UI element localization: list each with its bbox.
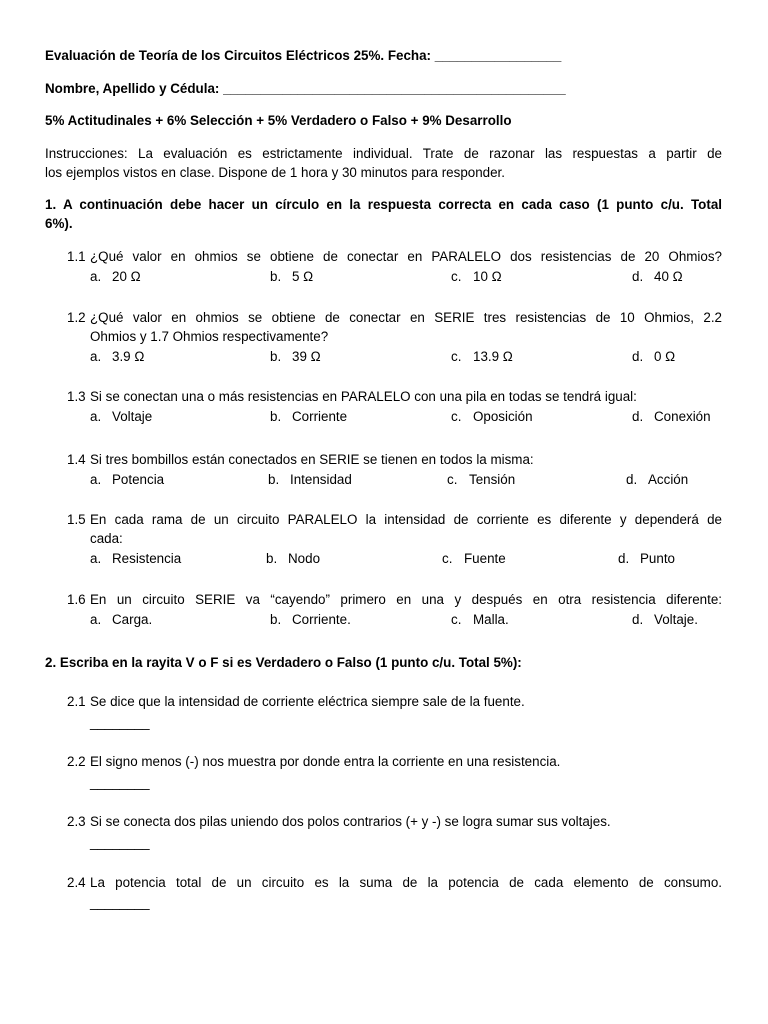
instructions-line-2: los ejemplos vistos en clase. Dispone de 1 hora y 30 minutos para responder. [45, 165, 506, 180]
question-text-cont: cada: [90, 531, 123, 546]
option-text: 0 Ω [654, 349, 676, 364]
option-letter: c. [447, 472, 458, 487]
option-a[interactable] [90, 550, 181, 568]
option-a[interactable] [90, 268, 141, 286]
question-number: 1.1 [67, 249, 86, 264]
option-letter: a. [90, 269, 102, 284]
answer-blank[interactable]: ________ [90, 775, 150, 790]
option-letter: d. [632, 349, 644, 364]
option-letter: c. [451, 269, 462, 284]
instructions-line-1: Instrucciones: La evaluación es estrictamente individual. Trate de razonar las respuestas a partir de [45, 146, 722, 161]
question-number: 1.6 [67, 592, 86, 607]
question-text: Si se conecta dos pilas uniendo dos polos contrarios (+ y -) se logra sumar sus voltajes. [90, 814, 611, 829]
option-b[interactable] [270, 611, 351, 629]
option-c[interactable] [451, 408, 533, 426]
option-a[interactable] [90, 611, 152, 629]
question-number: 2.1 [67, 694, 86, 709]
option-text: Voltaje. [654, 612, 698, 627]
option-text: Intensidad [290, 472, 352, 487]
option-text: 40 Ω [654, 269, 683, 284]
option-text: Nodo [288, 551, 321, 566]
option-c[interactable] [451, 348, 513, 366]
option-text: Punto [640, 551, 675, 566]
question-number: 2.2 [67, 754, 86, 769]
option-letter: d. [632, 612, 644, 627]
option-text: Oposición [473, 409, 533, 424]
option-text: Acción [648, 472, 689, 487]
option-letter: b. [268, 472, 280, 487]
option-d[interactable] [632, 268, 683, 286]
option-text: Resistencia [112, 551, 182, 566]
option-letter: a. [90, 349, 102, 364]
option-text: Corriente. [292, 612, 351, 627]
option-text: Potencia [112, 472, 165, 487]
option-b[interactable] [270, 408, 347, 426]
option-d[interactable] [632, 348, 675, 366]
question-text: Si tres bombillos están conectados en SERIE se tienen en todos la misma: [90, 452, 534, 467]
question-text: En cada rama de un circuito PARALELO la intensidad de corriente es diferente y dependerá de [90, 512, 722, 527]
option-text: Fuente [464, 551, 506, 566]
option-text: Tensión [469, 472, 516, 487]
question-text: El signo menos (-) nos muestra por donde entra la corriente en una resistencia. [90, 754, 561, 769]
question-number: 1.3 [67, 389, 86, 404]
option-letter: c. [442, 551, 453, 566]
section1-title-line-1: 1. A continuación debe hacer un círculo en la respuesta correcta en cada caso (1 punto c/u. Total [45, 197, 722, 212]
option-a[interactable] [90, 408, 152, 426]
option-letter: d. [632, 269, 644, 284]
question-text: ¿Qué valor en ohmios se obtiene de conectar en SERIE tres resistencias de 10 Ohmios, 2.2 [90, 310, 722, 325]
question-number: 1.4 [67, 452, 86, 467]
option-a[interactable] [90, 471, 164, 489]
option-d[interactable] [632, 611, 698, 629]
option-d[interactable] [618, 550, 675, 568]
option-letter: d. [618, 551, 630, 566]
option-text: Carga. [112, 612, 153, 627]
option-b[interactable] [268, 471, 352, 489]
option-text: 13.9 Ω [473, 349, 513, 364]
option-c[interactable] [447, 471, 515, 489]
option-b[interactable] [266, 550, 320, 568]
question-text-cont: Ohmios y 1.7 Ohmios respectivamente? [90, 329, 329, 344]
option-letter: a. [90, 472, 102, 487]
question-text: Si se conectan una o más resistencias en PARALELO con una pila en todas se tendrá igual: [90, 389, 637, 404]
question-number: 2.4 [67, 875, 86, 890]
option-text: 39 Ω [292, 349, 321, 364]
name-id-line: Nombre, Apellido y Cédula: ______________________________________________ [45, 81, 566, 96]
question-text: En un circuito SERIE va “cayendo” primero en una y después en otra resistencia diferente: [90, 592, 722, 607]
option-letter: a. [90, 612, 102, 627]
question-text: La potencia total de un circuito es la suma de la potencia de cada elemento de consumo. [90, 875, 722, 890]
option-letter: b. [270, 269, 282, 284]
option-letter: a. [90, 409, 102, 424]
question-text: Se dice que la intensidad de corriente eléctrica siempre sale de la fuente. [90, 694, 525, 709]
question-number: 1.2 [67, 310, 86, 325]
option-letter: a. [90, 551, 102, 566]
option-d[interactable] [632, 408, 711, 426]
question-number: 2.3 [67, 814, 86, 829]
option-letter: d. [632, 409, 644, 424]
option-letter: c. [451, 409, 462, 424]
section2-title: 2. Escriba en la rayita V o F si es Verdadero o Falso (1 punto c/u. Total 5%): [45, 655, 522, 670]
question-text: ¿Qué valor en ohmios se obtiene de conectar en PARALELO dos resistencias de 20 Ohmios? [90, 249, 722, 264]
option-text: 10 Ω [473, 269, 502, 284]
answer-blank[interactable]: ________ [90, 835, 150, 850]
grade-breakdown: 5% Actitudinales + 6% Selección + 5% Verdadero o Falso + 9% Desarrollo [45, 113, 512, 128]
option-c[interactable] [451, 268, 502, 286]
option-text: Conexión [654, 409, 711, 424]
option-d[interactable] [626, 471, 688, 489]
option-c[interactable] [442, 550, 506, 568]
option-text: Voltaje [112, 409, 153, 424]
option-b[interactable] [270, 348, 321, 366]
answer-blank[interactable]: ________ [90, 715, 150, 730]
answer-blank[interactable]: ________ [90, 895, 150, 910]
option-text: Malla. [473, 612, 509, 627]
option-letter: b. [266, 551, 278, 566]
option-text: Corriente [292, 409, 348, 424]
section1-title-line-2: 6%). [45, 216, 73, 231]
exam-title-date-line: Evaluación de Teoría de los Circuitos Eléctricos 25%. Fecha: _________________ [45, 48, 562, 63]
option-letter: d. [626, 472, 638, 487]
option-a[interactable] [90, 348, 144, 366]
option-text: 20 Ω [112, 269, 141, 284]
option-b[interactable] [270, 268, 313, 286]
option-text: 3.9 Ω [112, 349, 145, 364]
option-letter: b. [270, 409, 282, 424]
question-number: 1.5 [67, 512, 86, 527]
option-text: 5 Ω [292, 269, 314, 284]
option-letter: b. [270, 612, 282, 627]
option-letter: c. [451, 349, 462, 364]
option-letter: b. [270, 349, 282, 364]
option-c[interactable] [451, 611, 509, 629]
option-letter: c. [451, 612, 462, 627]
